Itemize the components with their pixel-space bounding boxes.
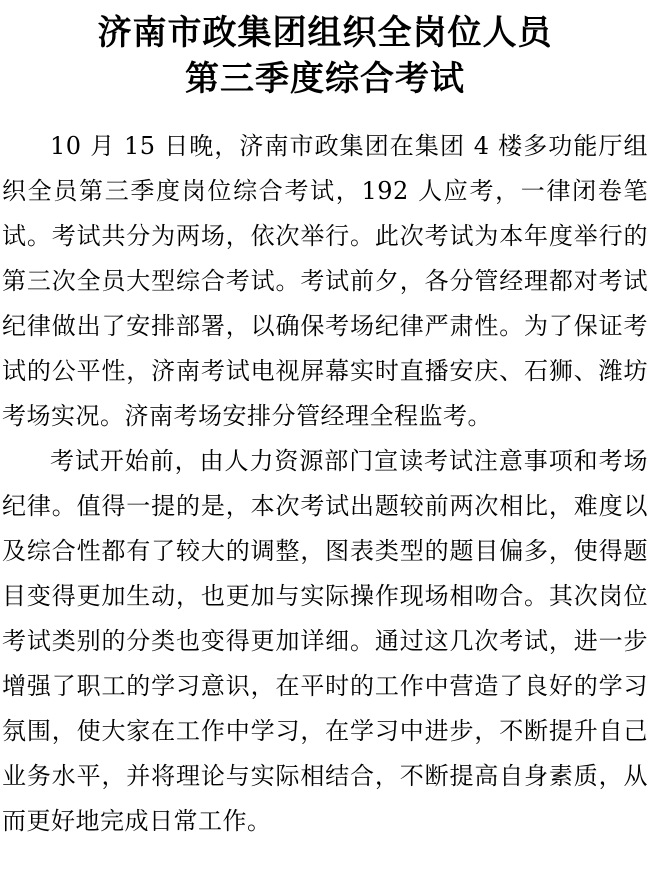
- body-paragraph-2: 考试开始前，由人力资源部门宣读考试注意事项和考场纪律。值得一提的是，本次考试出题较前两次相比，难度以及综合性都有了较大的调整，图表类型的题目偏多，使得题目变得更加生动，也更加与实际操作现场相吻合。其次岗位考试类别的分类也变得更加详细。通过这几次考试，进一步增强了职工的学习意识，在平时的工作中营造了良好的学习氛围，使大家在工作中学习，在学习中进步，不断提升自己业务水平，并将理论与实际相结合，不断提高自身素质，从而更好地完成日常工作。: [2, 447, 648, 835]
- body-paragraph-1: 10 月 15 日晚，济南市政集团在集团 4 楼多功能厅组织全员第三季度岗位综合考试，192 人应考，一律闭卷笔试。考试共分为两场，依次举行。此次考试为本年度举行的第三次全员大型综合考试。考试前夕，各分管经理都对考试纪律做出了安排部署，以确保考场纪律严肃性。为了保证考试的公平性，济南考试电视屏幕实时直播安庆、石狮、潍坊考场实况。济南考场安排分管经理全程监考。: [2, 132, 648, 430]
- document-title-line-1: 济南市政集团组织全岗位人员: [97, 13, 553, 53]
- document-title-line-2: 第三季度综合考试: [185, 59, 465, 99]
- document-title: [2, 10, 648, 102]
- document-body: [2, 124, 648, 844]
